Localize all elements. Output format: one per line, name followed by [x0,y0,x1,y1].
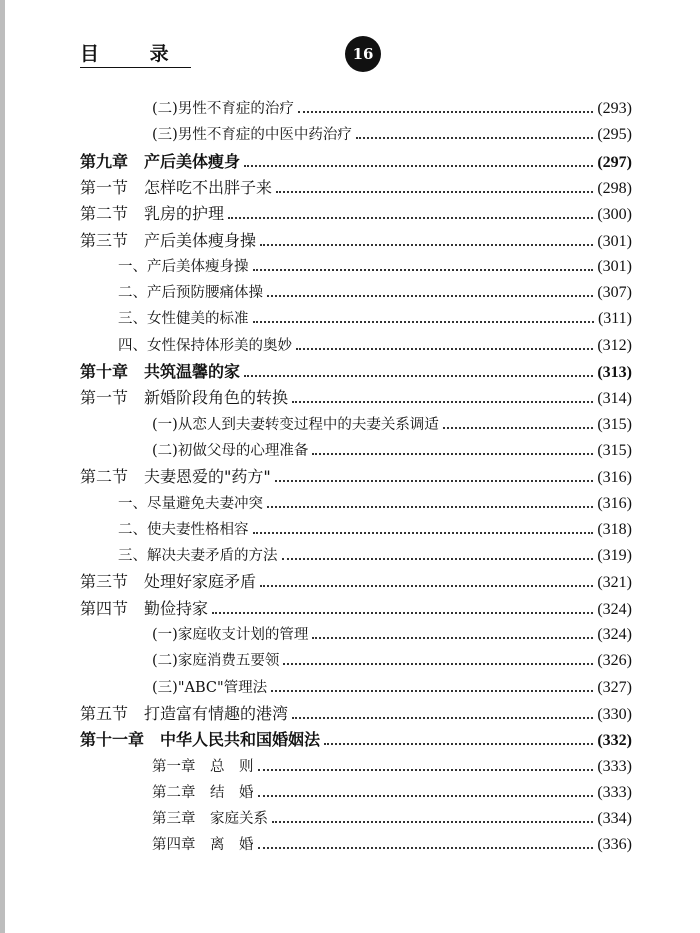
toc-entry [80,177,632,200]
toc-entry-page: (298) [597,180,632,197]
toc-entry-page: (330) [597,706,632,723]
toc-entry-page: (301) [597,258,632,275]
toc-entry [152,677,632,699]
toc-entry [118,282,632,304]
toc-entry-page: (333) [597,784,632,801]
toc-entry-label: 第一节 新婚阶段角色的转换 [80,388,289,407]
toc-leader-dots [212,606,593,614]
toc-entry [80,151,632,174]
toc-entry-page: (316) [597,495,632,512]
toc-leader-dots [275,474,594,482]
toc-entry [80,387,632,410]
toc-entry [118,335,632,357]
toc-leader-dots [267,500,593,508]
toc-entry-page: (293) [597,100,632,117]
toc-entry-label: 第四节 勤俭持家 [80,599,209,618]
toc-entry-label: 二、产后预防腰痛体操 [118,285,263,301]
toc-entry-label: (三)"ABC"管理法 [152,680,268,696]
toc-leader-dots [272,815,593,823]
toc-leader-dots [258,789,594,797]
toc-entry [152,624,632,646]
toc-entry [152,650,632,672]
toc-entry-label: 第二节 夫妻恩爱的"药方" [80,467,271,486]
toc-entry-label: 四、女性保持体形美的奥妙 [118,338,292,354]
toc-entry [118,519,632,541]
page-header [80,40,620,80]
toc-leader-dots [356,131,594,139]
toc-entry-page: (327) [597,679,632,696]
toc-entry-page: (333) [597,758,632,775]
toc-leader-dots [296,342,593,350]
toc-entry-page: (324) [597,601,632,618]
toc-leader-dots [298,105,594,113]
toc-leader-dots [282,552,594,560]
toc-entry-page: (301) [597,233,632,250]
toc-entry [152,808,632,830]
toc-entry-page: (316) [597,469,632,486]
toc-entry [152,782,632,804]
toc-entry [80,729,632,752]
toc-entry [118,493,632,515]
toc-entry-label: 第十章 共筑温馨的家 [80,362,241,381]
toc-leader-dots [244,369,593,377]
toc-leader-dots [228,211,593,219]
toc-entry-label: 第一章 总 则 [152,759,254,775]
toc-leader-dots [253,263,594,271]
toc-entry-label: (二)初做父母的心理准备 [152,443,309,459]
toc-leader-dots [292,711,593,719]
toc-entry [80,466,632,489]
toc-entry-label: (二)男性不育症的治疗 [152,101,294,117]
toc-entry-label: 第十一章 中华人民共和国婚姻法 [80,730,321,749]
toc-entry-label: 第三章 家庭关系 [152,811,268,827]
toc-leader-dots [258,763,594,771]
toc-entry [80,571,632,594]
toc-entry-page: (319) [597,547,632,564]
toc-entry-label: 二、使夫妻性格相容 [118,522,249,538]
toc-leader-dots [312,447,593,455]
toc-leader-dots [258,841,594,849]
toc-entry [152,440,632,462]
toc-entry-page: (300) [597,206,632,223]
toc-entry [152,756,632,778]
toc-entry-label: 第九章 产后美体瘦身 [80,152,241,171]
toc-entry-page: (334) [597,810,632,827]
toc-entry-label: 第二节 乳房的护理 [80,204,225,223]
toc-entry-page: (307) [597,284,632,301]
toc-entry-page: (313) [597,364,632,381]
toc-leader-dots [271,684,593,692]
toc-entry-label: 一、产后美体瘦身操 [118,259,249,275]
toc-leader-dots [292,395,593,403]
toc-entry [80,230,632,253]
toc-entry-label: 第二章 结 婚 [152,785,254,801]
toc-entry-label: 一、尽量避免夫妻冲突 [118,496,263,512]
toc-entry-page: (336) [597,836,632,853]
toc-entry [80,361,632,384]
toc-entry-label: 第三节 处理好家庭矛盾 [80,572,257,591]
toc-leader-dots [260,238,593,246]
toc-entry [152,834,632,856]
toc-leader-dots [244,159,593,167]
toc-leader-dots [283,657,593,665]
toc-entry-page: (297) [597,154,632,171]
toc-entry-label: 三、解决夫妻矛盾的方法 [118,548,278,564]
toc-entry-page: (315) [597,442,632,459]
toc-entry-label: (三)男性不育症的中医中药治疗 [152,127,352,143]
toc-entry [118,256,632,278]
toc-entry-label: 三、女性健美的标准 [118,311,249,327]
toc-entry [80,203,632,226]
toc-entry-label: 第三节 产后美体瘦身操 [80,231,257,250]
toc-entry-label: (二)家庭消费五要领 [152,653,280,669]
toc-entry-page: (318) [597,521,632,538]
toc-leader-dots [253,526,594,534]
toc-entry-page: (295) [597,126,632,143]
toc-entry-page: (314) [597,390,632,407]
toc-entry-label: 第四章 离 婚 [152,837,254,853]
toc-entry-page: (312) [597,337,632,354]
toc-leader-dots [324,737,593,745]
toc-entry [152,98,632,120]
page-number-badge: 16 [345,36,381,72]
page-title: 目 录 [80,42,191,68]
toc-entry-label: (一)从恋人到夫妻转变过程中的夫妻关系调适 [152,417,439,433]
toc-entry [80,598,632,621]
toc-entry-label: 第五节 打造富有情趣的港湾 [80,704,289,723]
toc-entry-label: (一)家庭收支计划的管理 [152,627,309,643]
toc-entry-page: (311) [597,310,632,327]
toc-entry-page: (332) [597,732,632,749]
page-edge [0,0,5,933]
toc-leader-dots [276,185,593,193]
toc-entry-page: (326) [597,652,632,669]
toc-entry [118,545,632,567]
toc-entry-page: (324) [597,626,632,643]
toc-entry [152,124,632,146]
toc-entry-page: (315) [597,416,632,433]
toc-entry [152,414,632,436]
toc-leader-dots [260,579,593,587]
toc-entry-label: 第一节 怎样吃不出胖子来 [80,178,273,197]
toc-leader-dots [267,289,593,297]
toc-leader-dots [312,631,593,639]
toc-entry [118,308,632,330]
toc-leader-dots [253,315,594,323]
toc-entry [80,703,632,726]
toc-entry-page: (321) [597,574,632,591]
toc-leader-dots [443,421,594,429]
